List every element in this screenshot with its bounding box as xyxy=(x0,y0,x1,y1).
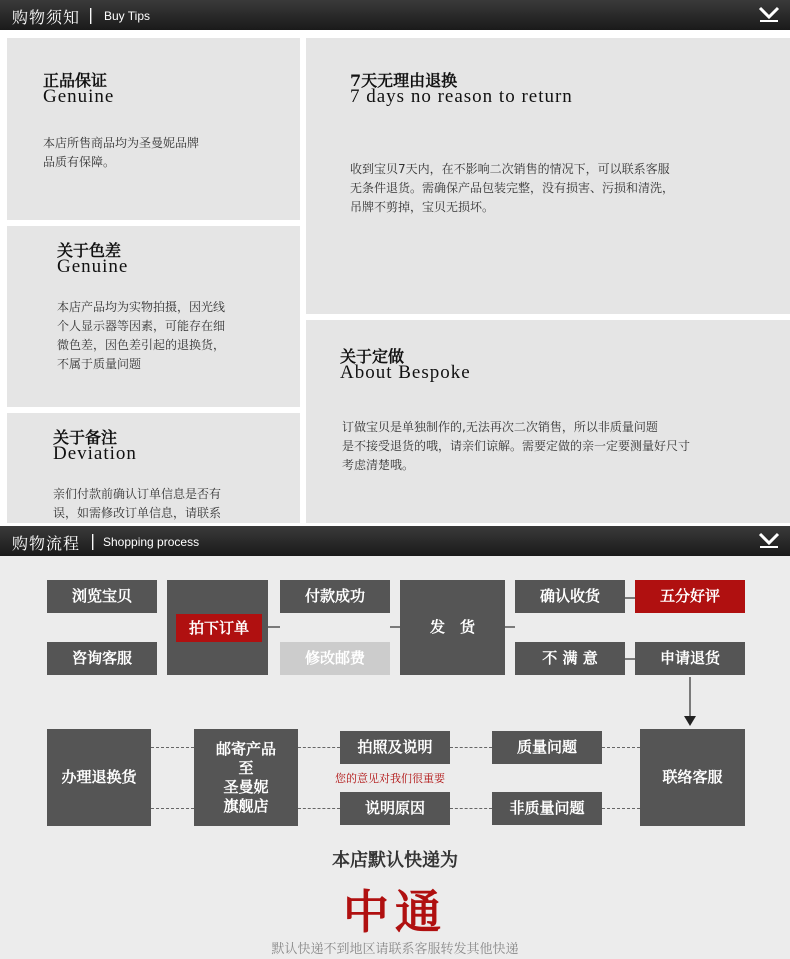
panel-body: 本店产品均为实物拍摄，因光线 个人显示器等因素，可能存在细 微色差，因色差引起的退换货， 不属于质量问题 xyxy=(57,300,226,371)
panel-bespoke xyxy=(306,320,790,523)
dashed-connector xyxy=(151,808,194,809)
panel-heading-en: Genuine xyxy=(57,256,129,277)
panel-color-difference xyxy=(7,226,300,407)
panel-remarks xyxy=(7,413,300,523)
chevron-down-icon[interactable] xyxy=(758,530,780,550)
step-unsatisfied: 不 满 意 xyxy=(515,642,625,675)
panel-7-day-return xyxy=(306,38,790,314)
panel-heading-cn: 关于备注 xyxy=(53,428,118,447)
buy-tips-title-en: Buy Tips xyxy=(104,9,151,23)
panel-body: 收到宝贝7天内，在不影响二次销售的情况下，可以联系客服 无条件退货。需确保产品包装完整，没有损害、污损和清洗， 吊牌不剪掉，宝贝无损坏。 xyxy=(350,162,675,214)
step-order: 拍下订单 xyxy=(176,614,262,642)
step-explain-reason: 说明原因 xyxy=(340,792,450,825)
step-ship: 发 货 xyxy=(400,580,505,675)
dashed-connector xyxy=(450,808,492,809)
panel-body: 本店所售商品均为圣曼妮品牌 品质有保障。 xyxy=(43,136,200,169)
panel-heading-cn: 7天无理由退换 xyxy=(350,71,458,90)
dashed-connector xyxy=(298,808,340,809)
opinion-note: 您的意见对我们很重要 xyxy=(335,772,445,785)
step-non-quality-issue: 非质量问题 xyxy=(492,792,602,825)
shipping-courier: 中通 xyxy=(343,885,447,939)
buy-tips-section xyxy=(0,30,790,524)
panel-body: 订做宝贝是单独制作的,无法再次二次销售，所以非质量问题 是不接受退货的哦，请亲们谅解。需要定做的亲一定要测量好尺寸 考虑清楚哦。 xyxy=(342,420,691,472)
panel-heading-en: Deviation xyxy=(53,443,137,464)
dashed-connector xyxy=(450,747,492,748)
buy-tips-title-cn: 购物须知 xyxy=(12,8,81,27)
panel-genuine xyxy=(7,38,300,220)
step-consult: 咨询客服 xyxy=(47,642,157,675)
step-handle-exchange: 办理退换货 xyxy=(47,729,151,826)
panel-heading-cn: 关于定做 xyxy=(340,347,405,366)
chevron-down-icon[interactable] xyxy=(758,4,780,24)
panel-heading-en: About Bespoke xyxy=(340,362,471,383)
step-quality-issue: 质量问题 xyxy=(492,731,602,764)
shipping-note: 默认快递不到地区请联系客服转发其他快递 xyxy=(271,942,519,957)
step-modify-postage: 修改邮费 xyxy=(280,642,390,675)
step-paid: 付款成功 xyxy=(280,580,390,613)
process-separator: | xyxy=(90,531,96,550)
panel-heading-cn: 正品保证 xyxy=(43,71,108,90)
panel-body: 亲们付款前确认订单信息是否有 误，如需修改订单信息，请联系 xyxy=(53,487,222,520)
buy-tips-separator: | xyxy=(88,5,94,24)
buy-tips-header xyxy=(0,0,790,30)
dashed-connector xyxy=(151,747,194,748)
step-browse: 浏览宝贝 xyxy=(47,580,157,613)
step-confirm: 确认收货 xyxy=(515,580,625,613)
dashed-connector xyxy=(298,747,340,748)
shopping-process-header xyxy=(0,526,790,556)
process-title-en: Shopping process xyxy=(103,535,200,549)
panel-heading-en: Genuine xyxy=(43,86,115,107)
step-mail-to-store: 邮寄产品 至 圣曼妮 旗舰店 xyxy=(194,729,298,826)
dashed-connector xyxy=(602,747,640,748)
shipping-title: 本店默认快递为 xyxy=(332,850,458,871)
panel-heading-cn: 关于色差 xyxy=(57,241,122,260)
step-apply-return: 申请退货 xyxy=(635,642,745,675)
process-title-cn: 购物流程 xyxy=(12,534,81,553)
dashed-connector xyxy=(602,808,640,809)
step-rating: 五分好评 xyxy=(635,580,745,613)
panel-heading-en: 7 days no reason to return xyxy=(350,86,573,107)
step-photo-explain: 拍照及说明 xyxy=(340,731,450,764)
step-contact-service: 联络客服 xyxy=(640,729,745,826)
